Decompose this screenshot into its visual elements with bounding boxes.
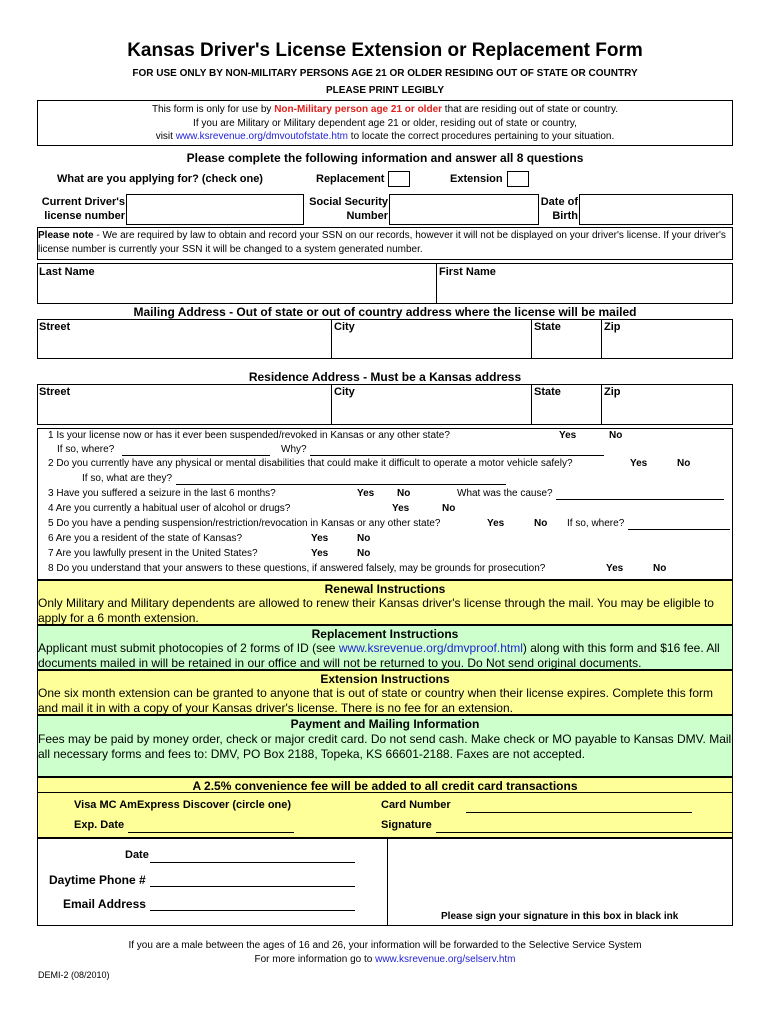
mailing-box [37, 319, 733, 359]
question-8 [48, 563, 545, 574]
residence-box [37, 384, 733, 425]
ssn-field[interactable] [389, 194, 539, 225]
question-5 [48, 518, 440, 529]
q8-no[interactable]: No [653, 563, 667, 574]
q4-yes[interactable]: Yes [392, 503, 410, 514]
applying-question: What are you applying for? (check one) [57, 173, 263, 185]
exp-date-line[interactable] [128, 832, 294, 833]
extension-checkbox[interactable] [507, 171, 529, 187]
question-number: 1 [48, 430, 54, 441]
more-info-text: For more information go to [254, 954, 376, 965]
mailing-zip-label: Zip [604, 321, 621, 333]
question-6 [48, 533, 242, 544]
residence-street-label: Street [39, 386, 71, 398]
question-text: Is your license now or has it ever been suspended/revoked in Kansas or any other state? [56, 430, 450, 441]
sign-note: Please sign your signature in this box in black ink [441, 911, 679, 922]
residence-divider [331, 384, 332, 425]
question-1 [48, 430, 450, 441]
question-text: Have you suffered a seizure in the last 6 months? [56, 488, 276, 499]
date-label: Date [125, 849, 149, 861]
question-text: Do you currently have any physical or mental disabilities that could make it difficult to operate a motor vehicle safely? [56, 458, 573, 469]
last-name-label: Last Name [39, 266, 95, 278]
intro-highlight: Non-Military person age 21 or older [274, 104, 443, 115]
replacement-text-part: Applicant must submit photocopies of 2 forms of ID (see [38, 641, 339, 655]
card-number-label: Card Number [381, 799, 451, 811]
q2-what-label: If so, what are they? [82, 473, 173, 484]
residence-state-label: State [534, 386, 561, 398]
dob-label-line: Date of [540, 196, 578, 208]
question-text: Do you understand that your answers to these questions, if answered falsely, may be grounds for prosecution? [56, 563, 546, 574]
exp-date-label: Exp. Date [74, 819, 125, 831]
q2-yes[interactable]: Yes [630, 458, 648, 469]
question-number: 4 [48, 503, 54, 514]
card-signature-line[interactable] [436, 832, 733, 833]
license-number-field[interactable] [126, 194, 304, 225]
phone-label: Daytime Phone # [49, 873, 146, 887]
q4-no[interactable]: No [442, 503, 456, 514]
selective-service-note: If you are a male between the ages of 16 and 26, your information will be forwarded to the Selective Service System [128, 940, 642, 951]
q8-yes[interactable]: Yes [606, 563, 624, 574]
question-text: Are you lawfully present in the United States? [55, 548, 258, 559]
q1-why-label: Why? [281, 444, 307, 455]
replacement-label: Replacement [316, 173, 385, 185]
form-id: DEMI-2 (08/2010) [38, 970, 110, 980]
q1-why-line[interactable] [310, 455, 604, 456]
q1-where-label: If so, where? [57, 444, 115, 455]
ssn-note [38, 229, 731, 257]
ssn-label-line: Social Security [309, 196, 388, 208]
complete-instruction: Please complete the following information and answer all 8 questions [186, 151, 584, 165]
mailing-street-label: Street [39, 321, 71, 333]
q1-where-line[interactable] [122, 455, 270, 456]
ssn-note-text: - We are required by law to obtain and record your SSN on our records, however it will not be displayed on your driver's license. If your driver's license number is currently your SSN it will be changed to a system generated number. [38, 230, 726, 255]
q2-no[interactable]: No [677, 458, 691, 469]
q5-where-label: If so, where? [567, 518, 625, 529]
q5-no[interactable]: No [534, 518, 548, 529]
q3-cause-line[interactable] [556, 499, 724, 500]
mailing-city-label: City [334, 321, 355, 333]
question-number: 7 [48, 548, 54, 559]
dmv-out-of-state-link[interactable]: www.ksrevenue.org/dmvoutofstate.htm [175, 131, 349, 142]
payment-text: Fees may be paid by money order, check or major credit card. Do not send cash. Make check or MO payable to Kansas DMV. Mail all necessary forms and fees to: DMV, PO Box 2188, Topeka, KS 66601-2188. Faxes are not accepted. [38, 732, 732, 761]
residence-divider [601, 384, 602, 425]
intro-line-3 [37, 131, 733, 142]
mailing-state-label: State [534, 321, 561, 333]
q1-yes[interactable]: Yes [559, 430, 577, 441]
name-divider [436, 263, 437, 304]
card-number-line[interactable] [466, 812, 692, 813]
phone-line[interactable] [150, 886, 355, 887]
intro-text: This form is only for use by [151, 104, 275, 115]
residence-header: Residence Address - Must be a Kansas address [248, 370, 522, 384]
q5-yes[interactable]: Yes [487, 518, 505, 529]
ssn-label-line: Number [346, 210, 388, 222]
renewal-header: Renewal Instructions [324, 582, 446, 596]
license-label-line: Current Driver's [41, 196, 125, 208]
question-7 [48, 548, 258, 559]
signature-box[interactable] [389, 840, 731, 910]
intro-line-1 [37, 104, 733, 115]
residence-city-label: City [334, 386, 355, 398]
dob-field[interactable] [579, 194, 733, 225]
q3-no[interactable]: No [397, 488, 411, 499]
dob-label [530, 195, 578, 223]
signature-label: Signature [381, 819, 432, 831]
last-name-field[interactable] [38, 280, 434, 302]
print-legibly: PLEASE PRINT LEGIBLY [326, 85, 444, 96]
residence-zip-label: Zip [604, 386, 621, 398]
extension-text: One six month extension can be granted to anyone that is out of state or country when their license expires. Complete this form and mail it in with a copy of your Kansas driver's license. There is no fee for an extension. [38, 686, 714, 715]
mailing-header: Mailing Address - Out of state or out of country address where the license will be mailed [133, 305, 637, 319]
question-3 [48, 488, 276, 499]
q3-yes[interactable]: Yes [357, 488, 375, 499]
q6-yes[interactable]: Yes [311, 533, 329, 544]
email-line[interactable] [150, 910, 355, 911]
email-label: Email Address [63, 897, 146, 911]
question-number: 8 [48, 563, 54, 574]
card-fee-divider [37, 792, 733, 793]
intro-text: visit [155, 131, 176, 142]
q3-cause-label: What was the cause? [457, 488, 553, 499]
intro-text: that are residing out of state or country. [442, 104, 619, 115]
first-name-field[interactable] [438, 280, 732, 302]
renewal-text: Only Military and Military dependents are allowed to renew their Kansas driver's license through the mail. You may be eligible to apply for a 6 month extension. [38, 596, 714, 625]
dob-label-line: Birth [552, 210, 578, 222]
question-number: 2 [48, 458, 54, 469]
question-text: Do you have a pending suspension/restriction/revocation in Kansas or any other state? [56, 518, 441, 529]
dmv-proof-link[interactable]: www.ksrevenue.org/dmvproof.html [338, 641, 523, 655]
page-subtitle: FOR USE ONLY BY NON-MILITARY PERSONS AGE 21 OR OLDER RESIDING OUT OF STATE OR COUNTRY [132, 68, 638, 79]
replacement-text-part: ) along with this form and $16 fee. All documents mailed in will be retained in our office and will not be returned to you. Do Not send original documents. [38, 641, 720, 670]
ssn-label [300, 195, 388, 223]
intro-line-2: If you are Military or Military dependent age 21 or older, residing out of state or country, [193, 118, 577, 129]
replacement-checkbox[interactable] [388, 171, 410, 187]
card-fee-notice: A 2.5% convenience fee will be added to all credit card transactions [192, 779, 578, 793]
question-text: Are you currently a habitual user of alcohol or drugs? [55, 503, 291, 514]
first-name-label: First Name [439, 266, 496, 278]
card-types[interactable]: Visa MC AmExpress Discover (circle one) [74, 799, 292, 811]
q5-where-line[interactable] [628, 529, 730, 530]
selserv-link[interactable]: www.ksrevenue.org/selserv.htm [375, 954, 516, 965]
question-number: 3 [48, 488, 54, 499]
question-4 [48, 503, 290, 514]
question-2 [48, 458, 573, 469]
mailing-divider [601, 319, 602, 359]
question-number: 5 [48, 518, 54, 529]
license-label-line: license number [44, 210, 125, 222]
contact-divider [387, 838, 388, 926]
payment-header: Payment and Mailing Information [290, 717, 480, 731]
extension-label: Extension [450, 173, 503, 185]
replacement-text [38, 641, 734, 671]
mailing-divider [331, 319, 332, 359]
extension-header: Extension Instructions [320, 672, 450, 686]
date-line[interactable] [150, 862, 355, 863]
q1-no[interactable]: No [609, 430, 623, 441]
residence-divider [531, 384, 532, 425]
q7-no[interactable]: No [357, 548, 371, 559]
replacement-header: Replacement Instructions [311, 627, 459, 641]
page-title: Kansas Driver's License Extension or Replacement Form [127, 40, 643, 61]
question-number: 6 [48, 533, 54, 544]
intro-text: to locate the correct procedures pertaining to your situation. [348, 131, 615, 142]
q7-yes[interactable]: Yes [311, 548, 329, 559]
more-info [0, 954, 770, 965]
ssn-note-label: Please note [38, 230, 94, 241]
question-text: Are you a resident of the state of Kansas? [55, 533, 243, 544]
license-number-label [37, 195, 125, 223]
mailing-divider [531, 319, 532, 359]
q6-no[interactable]: No [357, 533, 371, 544]
q2-what-line[interactable] [176, 484, 506, 485]
